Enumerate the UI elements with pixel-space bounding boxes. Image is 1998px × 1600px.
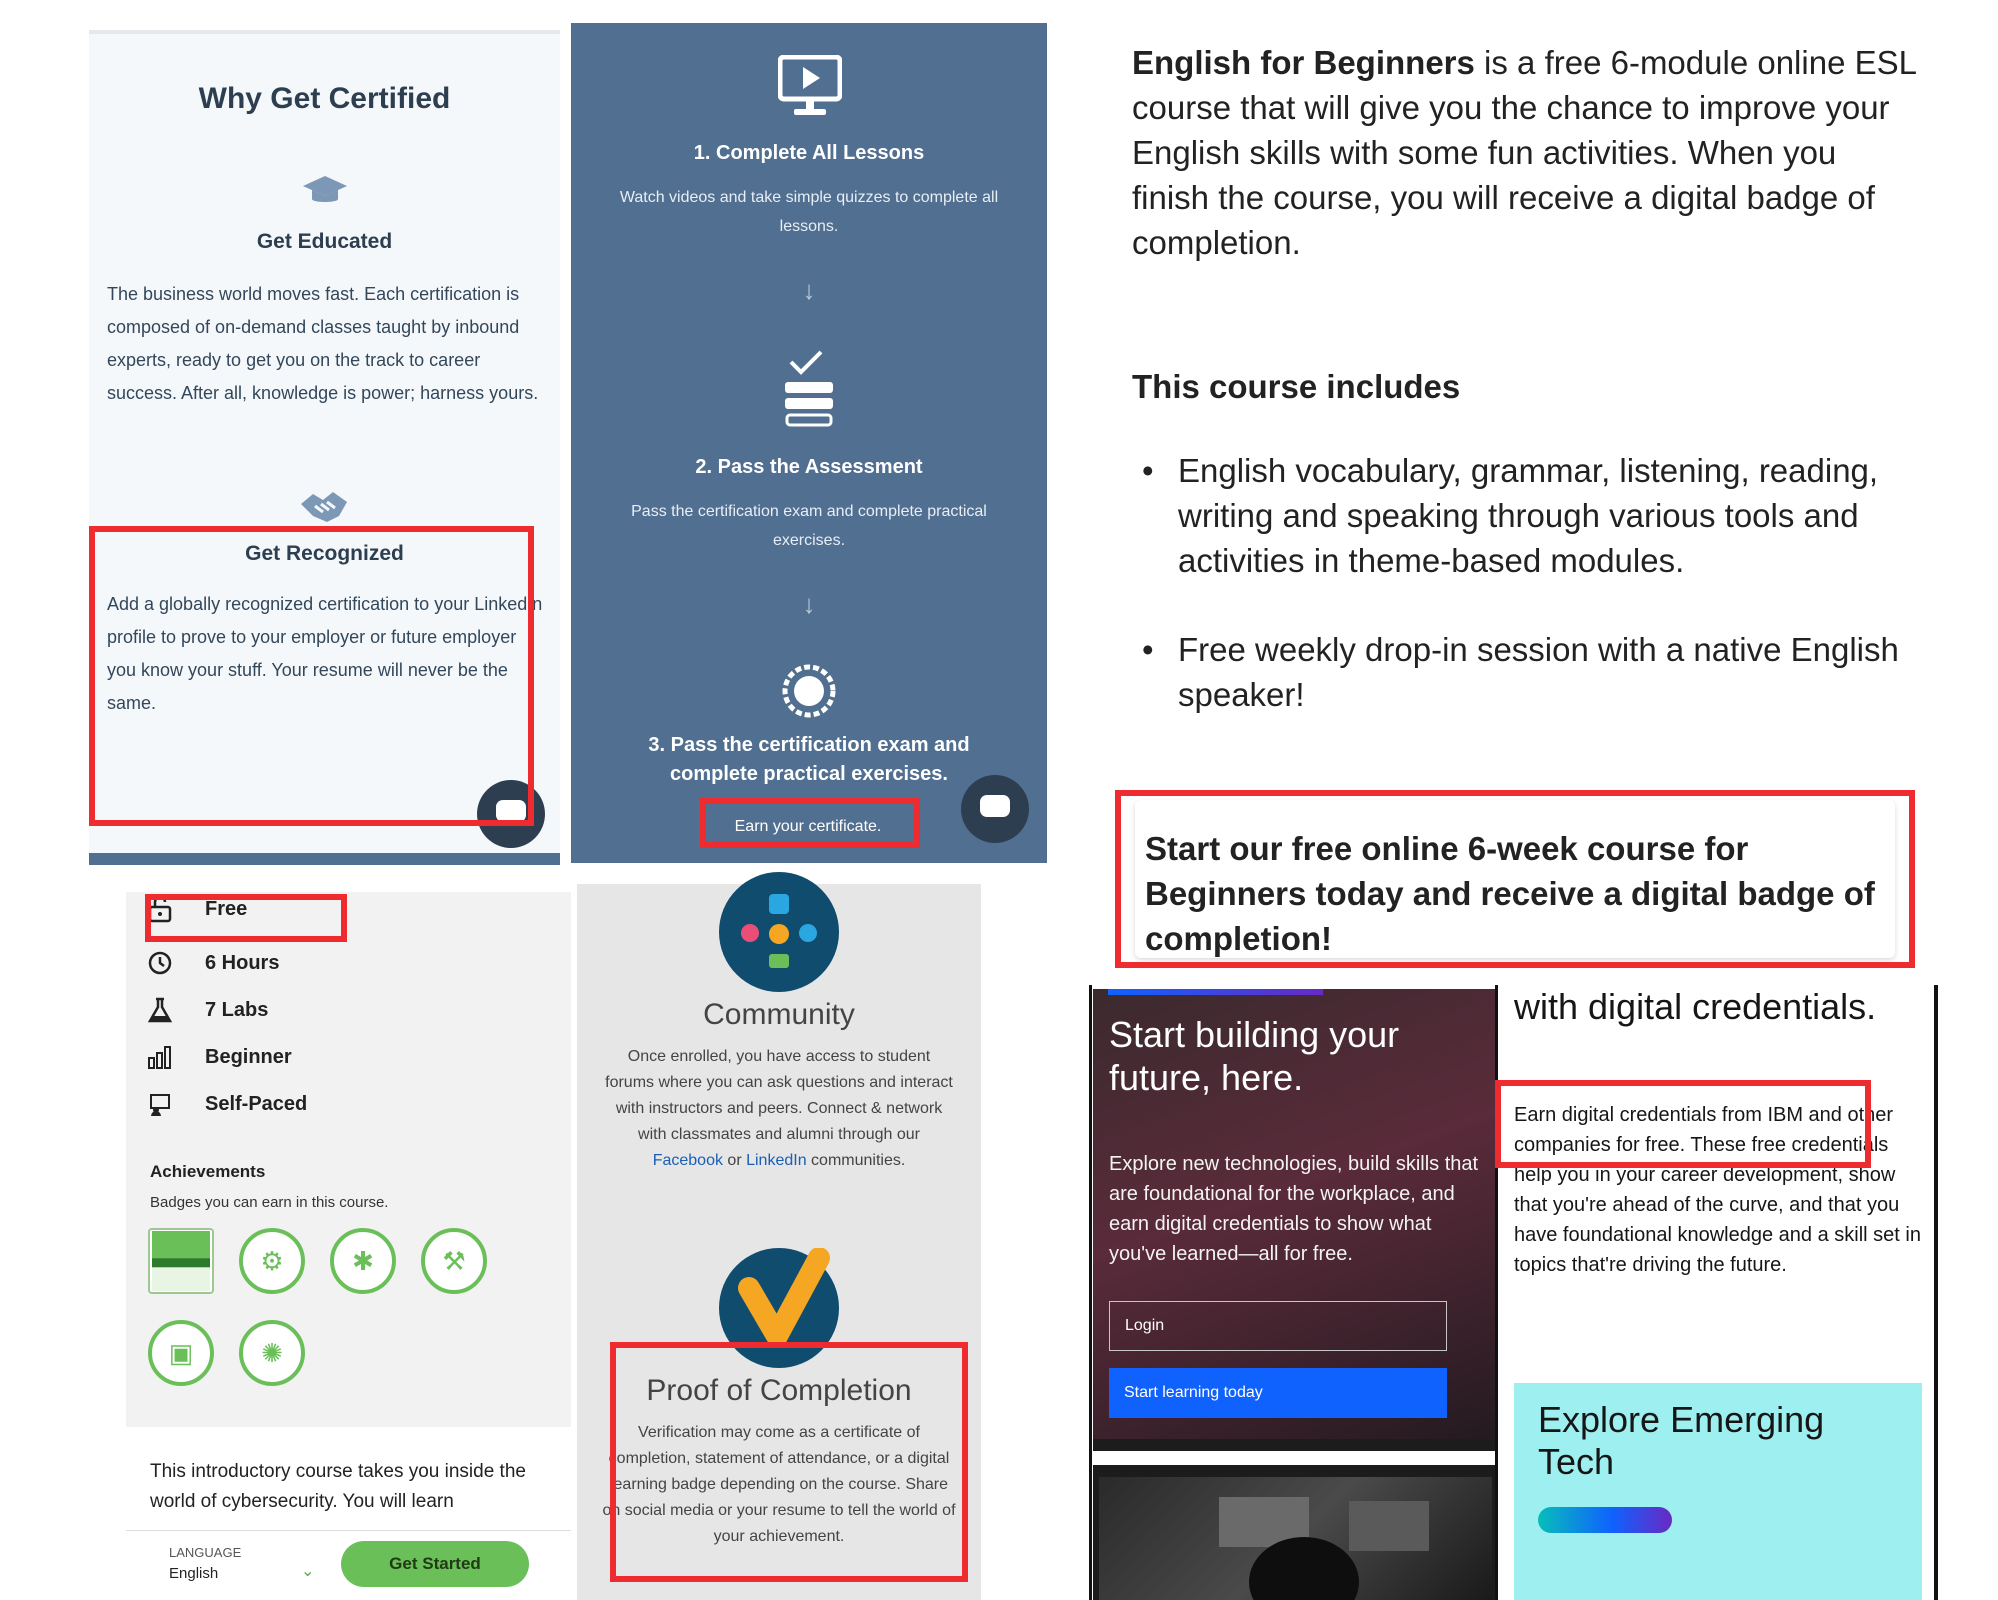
info-row-hours	[146, 948, 279, 978]
community-text-end: communities.	[806, 1152, 906, 1169]
community-text	[602, 1044, 956, 1174]
course-intro	[1132, 40, 1922, 265]
down-arrow-icon: ↓	[802, 275, 816, 305]
explore-card[interactable]	[1514, 1383, 1922, 1600]
bug-badge-icon[interactable]: ✱	[330, 1228, 396, 1294]
lock-open-icon	[146, 895, 174, 923]
hero-text: Explore new technologies, build skills that are foundational for the workplace, and earn digital credentials to show what you've learned—all for free.	[1109, 1153, 1479, 1265]
checkmark-logo-icon	[719, 1248, 839, 1368]
get-educated-text: The business world moves fast. Each certification is composed of on-demand classes taught by inbound experts, ready to get you on the track to career success. After all, knowledge is power; harness yours.	[107, 284, 539, 403]
tools-badge-icon[interactable]: ⚒	[421, 1228, 487, 1294]
panel-title: Why Get Certified	[198, 82, 451, 115]
get-recognized-text: Add a globally recognized certification to your LinkedIn profile to prove to your employer or future employer you know your stuff. Your resume will never be the same.	[107, 594, 543, 713]
step3-title: 3. Pass the certification exam and complete practical exercises.	[648, 734, 970, 785]
chat-icon[interactable]	[961, 775, 1029, 843]
handshake-icon	[299, 486, 349, 526]
accent-line	[1108, 989, 1323, 995]
down-arrow-icon: ↓	[802, 589, 816, 619]
step1-title: 1. Complete All Lessons	[693, 142, 925, 164]
get-educated-title: Get Educated	[256, 230, 393, 253]
proof-title: Proof of Completion	[646, 1374, 912, 1407]
list-item: • Free weekly drop-in session with a native English speaker!	[1132, 627, 1922, 717]
step2-desc: Pass the certification exam and complete practical exercises.	[631, 503, 987, 549]
course-intro-text: is a free 6-module online ESL course that will give you the chance to improve your English skills with some fun activities. When you finish the course, you will receive a digital badge of completion.	[1132, 44, 1916, 261]
info-row-free	[146, 894, 247, 924]
hero-title: Start building your future, here.	[1109, 1014, 1400, 1098]
flask-icon	[146, 997, 174, 1023]
gradient-bar	[1538, 1507, 1672, 1533]
credentials-text: Earn digital credentials from IBM and other companies for free. These free credentials help you in your career development, show that you're ahead of the curve, and that you have foundational knowledge and a skill set in topics that're driving the future.	[1514, 1104, 1921, 1276]
info-label: Self-Paced	[205, 1092, 308, 1115]
facebook-link[interactable]: Facebook	[652, 1152, 723, 1169]
divider	[1495, 985, 1498, 1600]
includes-list	[1132, 448, 1922, 717]
credentials-heading: with digital credentials.	[1514, 986, 1877, 1027]
info-label: Beginner	[205, 1045, 292, 1068]
language-label: LANGUAGE	[169, 1545, 242, 1560]
monitor-play-icon	[778, 55, 842, 117]
self-paced-icon	[146, 1091, 174, 1117]
get-recognized-title: Get Recognized	[245, 542, 404, 565]
explore-title: Explore Emerging Tech	[1538, 1399, 1825, 1482]
course-name: English for Beginners	[1132, 44, 1475, 81]
classroom-photo	[1099, 1477, 1492, 1600]
divider	[1093, 1451, 1498, 1465]
clock-icon	[146, 950, 174, 976]
network-badge-icon[interactable]: ⚙	[239, 1228, 305, 1294]
course-details-panel	[126, 892, 571, 1600]
includes-heading: This course includes	[1132, 368, 1461, 405]
monitor-badge-icon[interactable]: ▣	[148, 1320, 214, 1386]
info-label: 7 Labs	[205, 998, 269, 1021]
why-get-certified-panel	[89, 30, 560, 865]
community-title: Community	[703, 998, 855, 1031]
divider	[1089, 985, 1092, 1600]
hub-badge-icon[interactable]: ✺	[239, 1320, 305, 1386]
info-row-level	[146, 1042, 292, 1072]
info-label: Free	[205, 897, 248, 920]
step2-title: 2. Pass the Assessment	[695, 456, 923, 478]
community-panel	[577, 884, 981, 1600]
chevron-down-icon[interactable]: ⌄	[301, 1563, 315, 1580]
info-row-labs	[146, 995, 268, 1025]
cta-text: Start our free online 6-week course for Beginners today and receive a digital badge of completion!	[1145, 830, 1875, 957]
bar-chart-icon	[146, 1044, 174, 1070]
achievements-subtitle: Badges you can earn in this course.	[150, 1194, 389, 1211]
course-intro-text: This introductory course takes you inside the world of cybersecurity. You will learn	[150, 1461, 526, 1512]
or-text: or	[722, 1152, 747, 1169]
proof-text: Verification may come as a certificate of completion, statement of attendance, or a digital learning badge depending on the course. Share on social media or your resume to tell the world of your achievement.	[602, 1424, 956, 1545]
achievements-title: Achievements	[150, 1162, 266, 1181]
get-started-button[interactable]: Get Started	[341, 1541, 529, 1587]
info-row-pace	[146, 1089, 307, 1119]
info-label: 6 Hours	[205, 951, 280, 974]
language-select[interactable]: English	[169, 1565, 219, 1582]
community-logo-icon	[719, 872, 839, 992]
digital-credentials-panel	[1500, 985, 1938, 1600]
certification-steps-panel	[571, 23, 1047, 863]
checklist-icon	[781, 348, 837, 430]
community-text-part: Once enrolled, you have access to student forums where you can ask questions and interact with instructors and peers. Connect & network with classmates and alumni through our	[605, 1048, 953, 1143]
panel-divider	[89, 853, 560, 865]
start-learning-button[interactable]: Start learning today	[1109, 1368, 1447, 1418]
check-icon	[719, 1248, 839, 1368]
login-button[interactable]: Login	[1109, 1301, 1447, 1351]
linkedin-link[interactable]: LinkedIn	[746, 1152, 807, 1169]
english-course-panel	[1092, 20, 1932, 740]
earn-certificate-button[interactable]: Earn your certificate.	[734, 818, 882, 835]
certificate-seal-icon	[781, 663, 837, 719]
course-footer	[126, 1530, 571, 1600]
list-item: • English vocabulary, grammar, listening, reading, writing and speaking through various tools and activities in theme-based modules.	[1132, 448, 1922, 583]
graduation-cap-icon	[302, 174, 348, 208]
chat-icon[interactable]	[477, 780, 545, 848]
step1-desc: Watch videos and take simple quizzes to complete all lessons.	[619, 189, 999, 235]
ibm-hero-panel	[1093, 989, 1498, 1600]
verified-badge-icon[interactable]	[148, 1228, 214, 1294]
